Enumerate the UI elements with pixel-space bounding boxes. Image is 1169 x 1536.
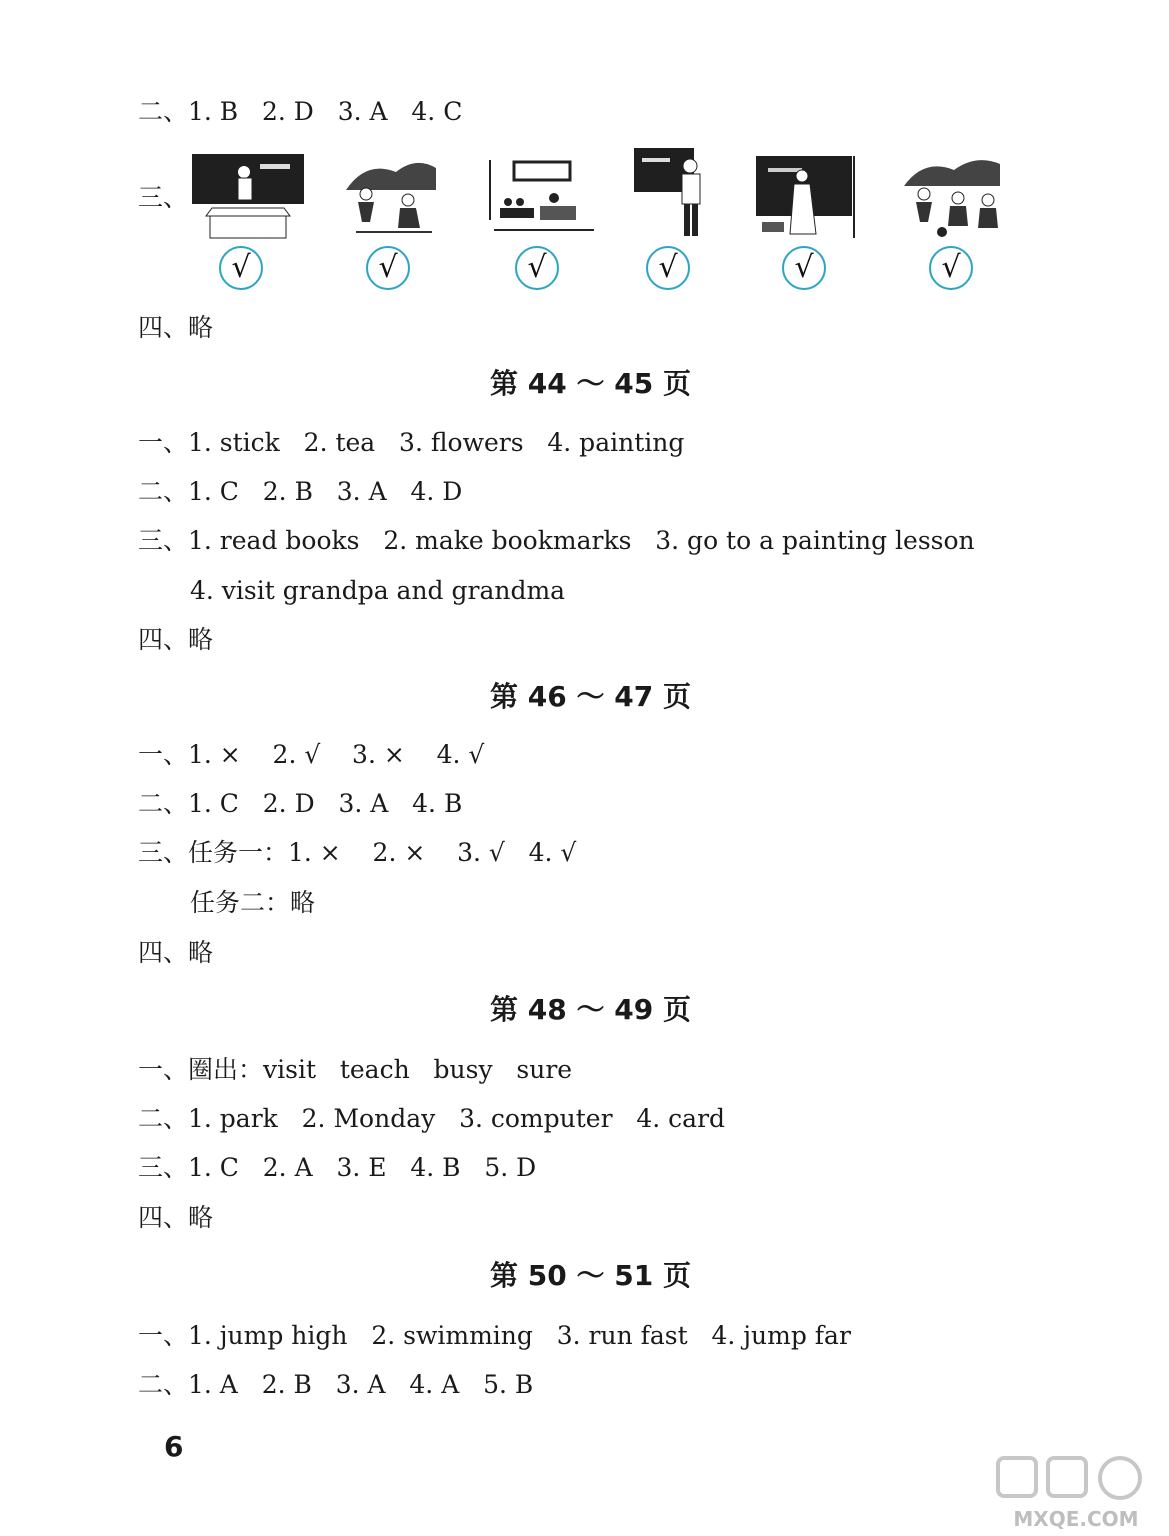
answer-line: 二、1. park 2. Monday 3. computer 4. card [138, 1104, 726, 1133]
answer-line: 4. visit grandpa and grandma [190, 576, 566, 605]
answer-line: 二、1. C 2. D 3. A 4. B [138, 789, 463, 818]
man-at-blackboard-illustration [632, 144, 750, 242]
classroom-desks-illustration [484, 150, 602, 242]
answer-line: 二、1. C 2. B 3. A 4. D [138, 477, 463, 506]
answer-line: 三、1. C 2. A 3. E 4. B 5. D [138, 1153, 537, 1182]
answer-line: 四、略 [138, 1203, 214, 1232]
answer-line: 四、略 [138, 938, 214, 967]
girl-at-chalkboard-illustration [754, 150, 872, 242]
watermark-text: MXQE.COM [1013, 1507, 1139, 1531]
check-mark-1: √ [219, 246, 263, 290]
answer-line: 四、略 [138, 625, 214, 654]
check-mark-5: √ [782, 246, 826, 290]
kids-playing-ball-illustration [898, 150, 1016, 242]
answer-line: 二、1. A 2. B 3. A 4. A 5. B [138, 1370, 534, 1399]
children-playing-outdoors-illustration [336, 150, 454, 242]
watermark-logo [990, 1456, 1162, 1532]
answer-line: 三、1. read books 2. make bookmarks 3. go to a painting lesson [138, 526, 975, 555]
answer-line: 一、1. jump high 2. swimming 3. run fast 4. jump far [138, 1321, 851, 1350]
check-mark-4: √ [646, 246, 690, 290]
section-heading: 第 46 ～ 47 页 [490, 680, 691, 713]
check-mark-3: √ [515, 246, 559, 290]
check-mark-2: √ [366, 246, 410, 290]
section-heading: 第 44 ～ 45 页 [490, 367, 691, 400]
answer-line: 一、1. × 2. √ 3. × 4. √ [138, 740, 485, 769]
answer-line: 四、略 [138, 313, 214, 342]
answer-line: 一、圈出：visit teach busy sure [138, 1055, 573, 1084]
teacher-at-board-illustration [190, 150, 308, 242]
answer-line: 二、1. B 2. D 3. A 4. C [138, 97, 463, 126]
section-heading: 第 48 ～ 49 页 [490, 993, 691, 1026]
answer-line: 任务二：略 [190, 888, 316, 917]
page-number: 6 [164, 1430, 184, 1463]
answer-line: 一、1. stick 2. tea 3. flowers 4. painting [138, 428, 685, 457]
answer-line: 三、任务一：1. × 2. × 3. √ 4. √ [138, 838, 577, 867]
question-label: 三、 [138, 183, 189, 212]
section-heading: 第 50 ～ 51 页 [490, 1259, 691, 1292]
check-mark-6: √ [929, 246, 973, 290]
